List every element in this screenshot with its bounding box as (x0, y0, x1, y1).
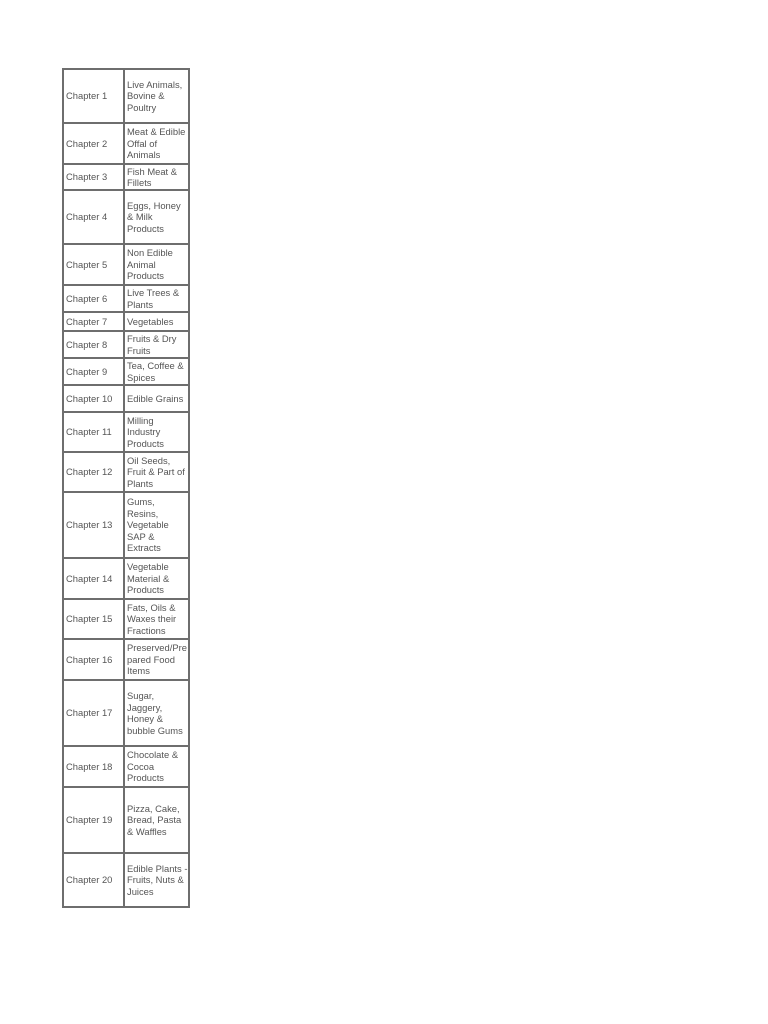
chapter-cell: Chapter 2 (63, 123, 124, 164)
description-cell: Gums, Resins, Vegetable SAP & Extracts (124, 492, 189, 558)
table-row (63, 680, 189, 746)
description-cell: Meat & Edible Offal of Animals (124, 123, 189, 164)
table-row (63, 639, 189, 680)
table-row (63, 244, 189, 285)
description-cell: Fats, Oils & Waxes their Fractions (124, 599, 189, 639)
table-row (63, 385, 189, 412)
table-row (63, 164, 189, 190)
chapter-cell: Chapter 11 (63, 412, 124, 452)
table-row (63, 123, 189, 164)
table-row (63, 558, 189, 599)
chapter-cell: Chapter 19 (63, 787, 124, 853)
table-row (63, 853, 189, 907)
chapter-cell: Chapter 12 (63, 452, 124, 492)
table-row (63, 358, 189, 385)
table-row (63, 746, 189, 787)
description-cell: Edible Grains (124, 385, 189, 412)
table-row (63, 412, 189, 452)
chapter-cell: Chapter 18 (63, 746, 124, 787)
table-row (63, 492, 189, 558)
description-cell: Sugar, Jaggery, Honey & bubble Gums (124, 680, 189, 746)
chapter-table-body (63, 69, 189, 907)
chapter-cell: Chapter 9 (63, 358, 124, 385)
chapter-table (62, 68, 190, 908)
table-row (63, 331, 189, 358)
description-cell: Tea, Coffee & Spices (124, 358, 189, 385)
chapter-cell: Chapter 20 (63, 853, 124, 907)
chapter-cell: Chapter 3 (63, 164, 124, 190)
description-cell: Eggs, Honey & Milk Products (124, 190, 189, 244)
chapter-cell: Chapter 6 (63, 285, 124, 312)
chapter-cell: Chapter 5 (63, 244, 124, 285)
description-cell: Fish Meat & Fillets (124, 164, 189, 190)
table-row (63, 452, 189, 492)
chapter-cell: Chapter 15 (63, 599, 124, 639)
chapter-cell: Chapter 4 (63, 190, 124, 244)
description-cell: Chocolate & Cocoa Products (124, 746, 189, 787)
description-cell: Vegetable Material & Products (124, 558, 189, 599)
chapter-cell: Chapter 8 (63, 331, 124, 358)
table-row (63, 599, 189, 639)
description-cell: Preserved/Prepared Food Items (124, 639, 189, 680)
table-row (63, 312, 189, 331)
table-row (63, 285, 189, 312)
chapter-cell: Chapter 17 (63, 680, 124, 746)
chapter-cell: Chapter 7 (63, 312, 124, 331)
chapter-cell: Chapter 13 (63, 492, 124, 558)
table-row (63, 69, 189, 123)
description-cell: Fruits & Dry Fruits (124, 331, 189, 358)
description-cell: Pizza, Cake, Bread, Pasta & Waffles (124, 787, 189, 853)
description-cell: Milling Industry Products (124, 412, 189, 452)
chapter-cell: Chapter 16 (63, 639, 124, 680)
chapter-cell: Chapter 14 (63, 558, 124, 599)
description-cell: Edible Plants - Fruits, Nuts & Juices (124, 853, 189, 907)
table-row (63, 190, 189, 244)
description-cell: Live Animals, Bovine & Poultry (124, 69, 189, 123)
description-cell: Non Edible Animal Products (124, 244, 189, 285)
chapter-cell: Chapter 10 (63, 385, 124, 412)
table-row (63, 787, 189, 853)
description-cell: Live Trees & Plants (124, 285, 189, 312)
description-cell: Oil Seeds, Fruit & Part of Plants (124, 452, 189, 492)
chapter-cell: Chapter 1 (63, 69, 124, 123)
description-cell: Vegetables (124, 312, 189, 331)
